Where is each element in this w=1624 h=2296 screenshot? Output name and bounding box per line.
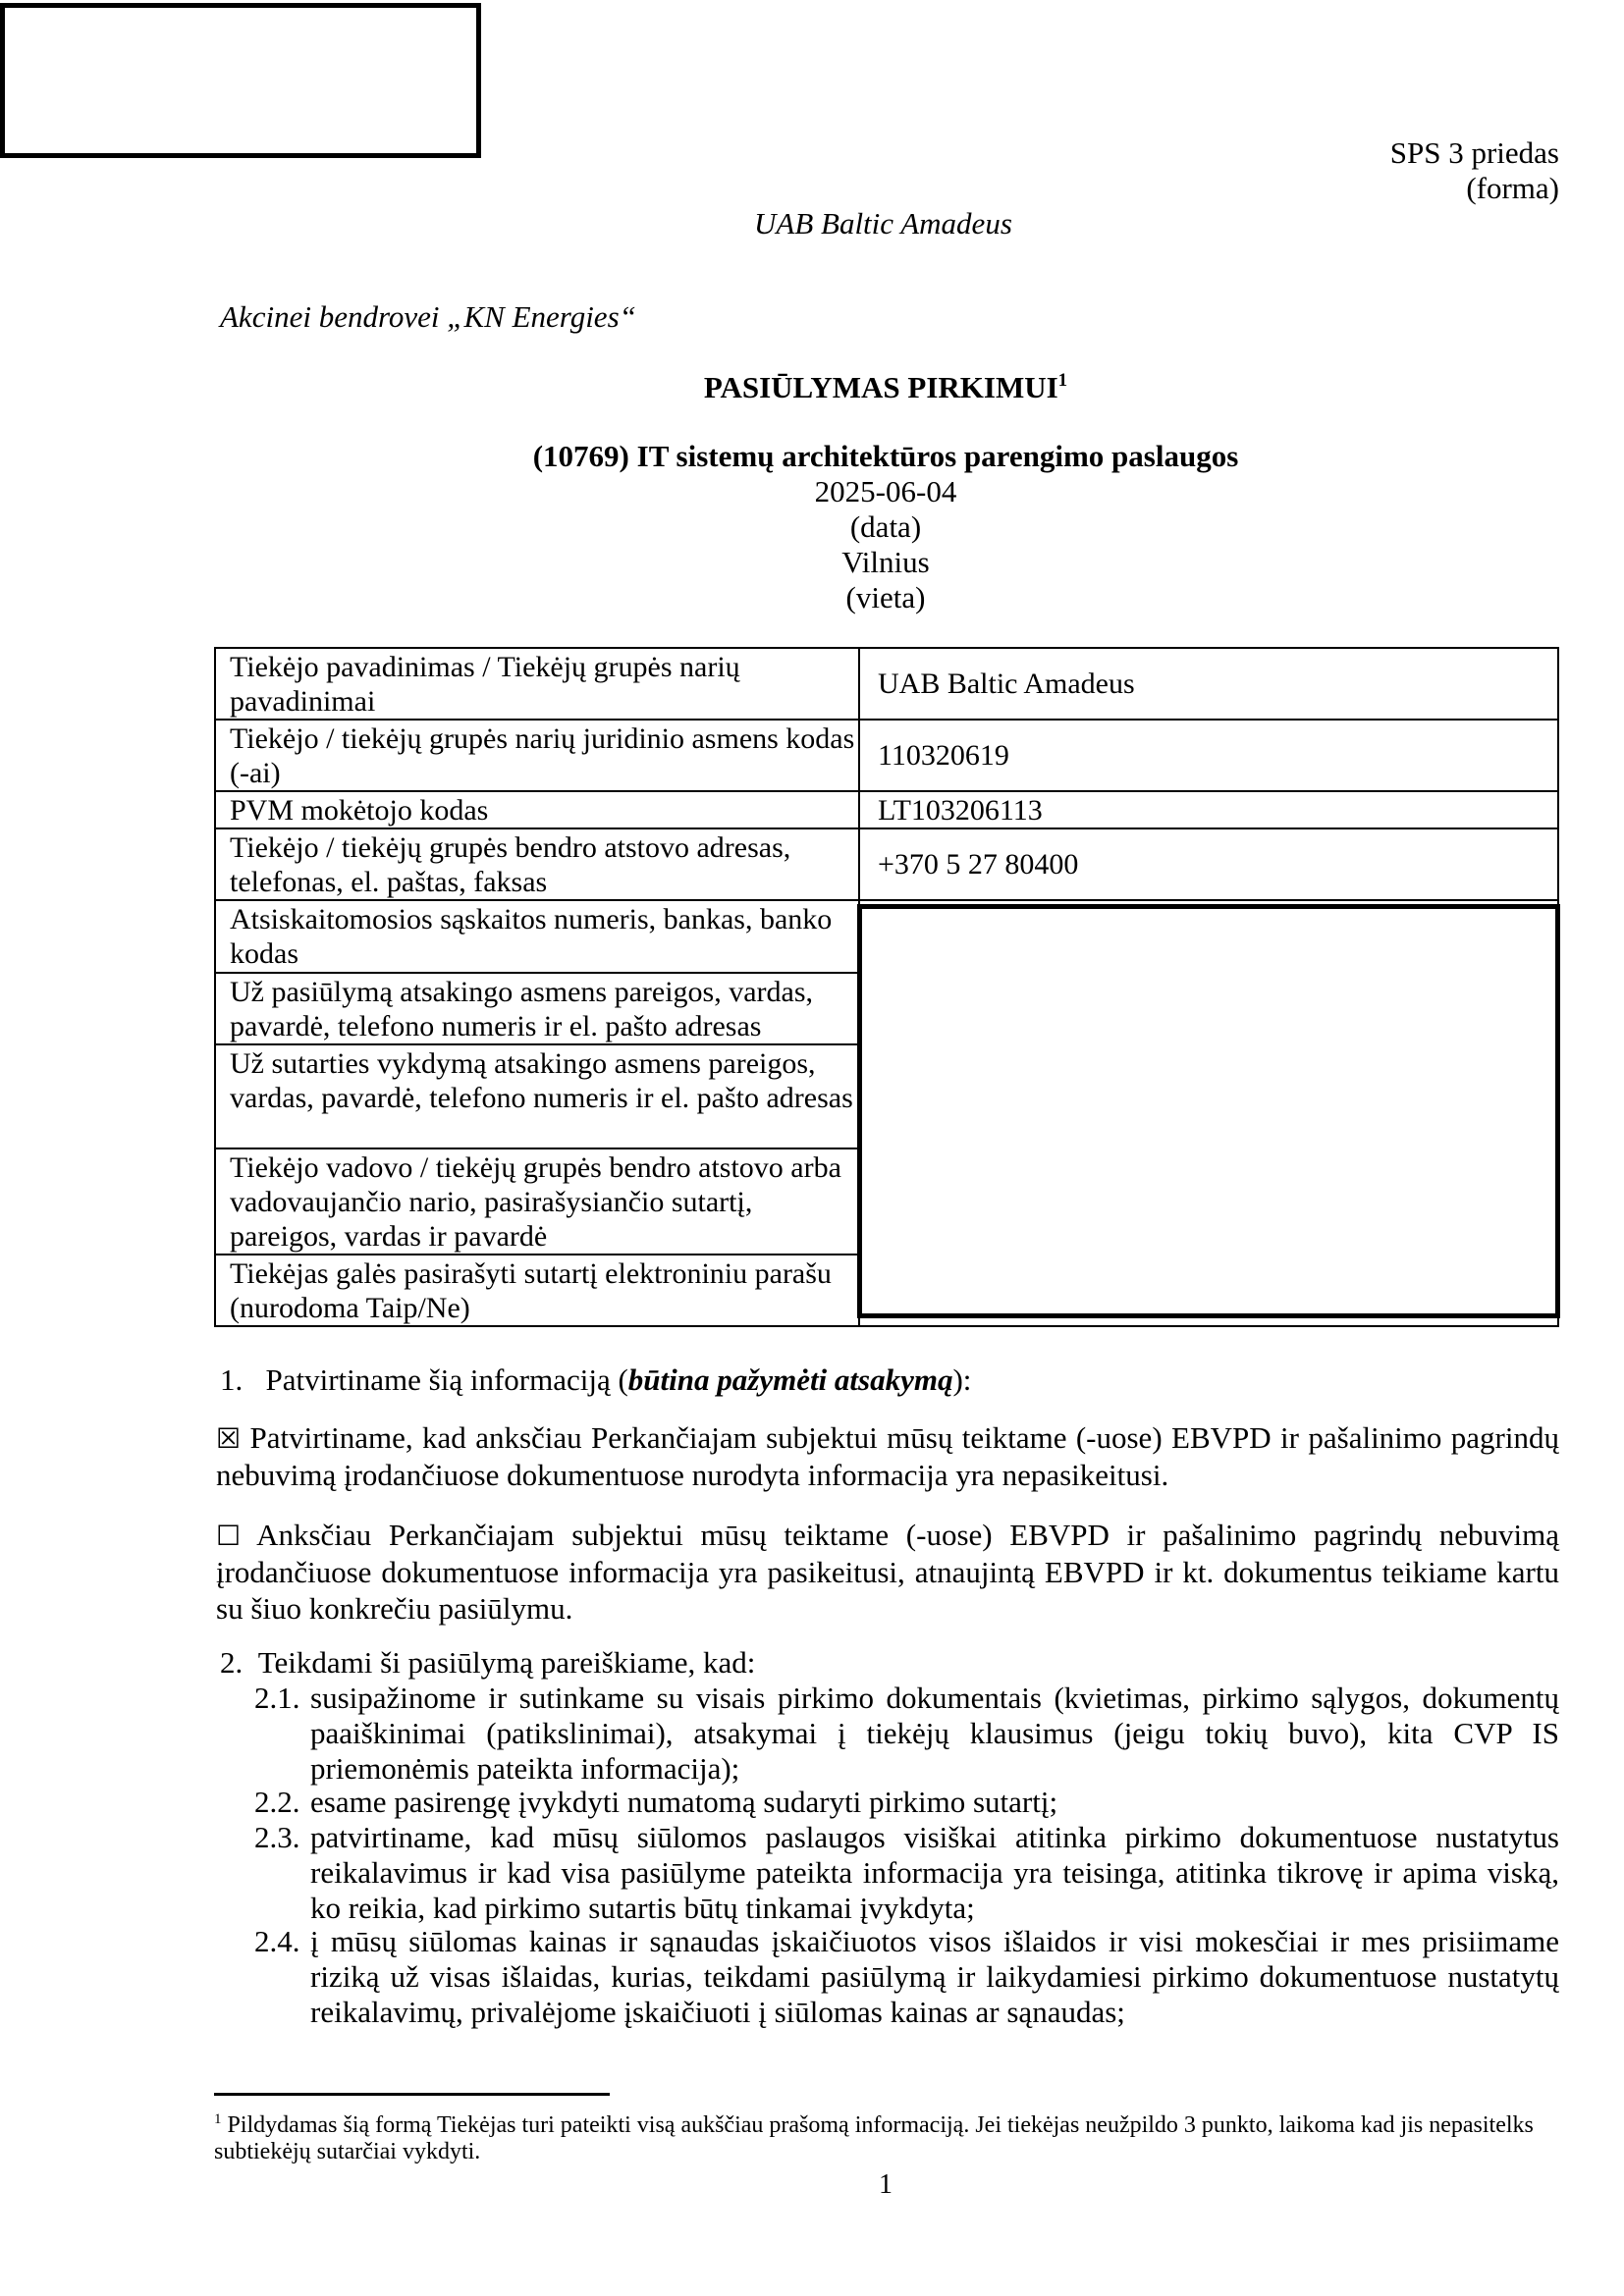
list-item-number: 2.3. [254, 1820, 300, 1854]
list-item-text: patvirtiname, kad mūsų siūlomos paslaugos visiškai atitinka pirkimo dokumentuose nustatytus reikalavimus ir kad visa pasiūlyme pateikta informacija yra teisinga, atitinka tikrovę ir apima viską, ko reikia, kad pirkimo sutartis būtų tinkamai įvykdyta; [310, 1820, 1559, 1925]
footnote-ref: 1 [1057, 370, 1068, 391]
document-title-text: PASIŪLYMAS PIRKIMUI [703, 370, 1058, 404]
document-place: Vilnius [841, 545, 930, 579]
checkbox-checked-icon[interactable]: ☒ [216, 1422, 242, 1455]
document-date: 2025-06-04 [814, 474, 957, 508]
list-item-number: 2.2. [254, 1785, 300, 1819]
table-row [215, 791, 1558, 828]
section-2-heading-text: Teikdami ši pasiūlymą pareiškiame, kad: [257, 1645, 756, 1680]
recipient-line: Akcinei bendrovei „KN Energies“ [220, 299, 636, 334]
field-label: Už pasiūlymą atsakingo asmens pareigos, vardas, pavardė, telefono numeris ir el. pašto adresas [215, 973, 859, 1044]
field-label: Tiekėjo vadovo / tiekėjų grupės bendro atstovo arba vadovaujančio nario, pasirašysiančio sutartį, pareigos, vardas ir pavardė [215, 1148, 859, 1255]
annex-line-2: (forma) [1466, 171, 1559, 205]
field-value: 110320619 [859, 720, 1558, 791]
footnote-separator [214, 2093, 610, 2096]
list-item-number: 2.1. [254, 1681, 300, 1715]
table-row [215, 720, 1558, 791]
redacted-values-box [857, 904, 1560, 1318]
procurement-subject: (10769) IT sistemų architektūros parengimo paslaugos [532, 439, 1239, 473]
section-1-heading [220, 1362, 971, 1398]
field-label: Tiekėjas galės pasirašyti sutartį elektroniniu parašu (nurodoma Taip/Ne) [215, 1255, 859, 1326]
list-item-text: esame pasirengę įvykdyti numatomą sudaryti pirkimo sutartį; [310, 1785, 1058, 1819]
list-item-number: 2.4. [254, 1924, 300, 1958]
field-value: LT103206113 [859, 791, 1558, 828]
supplier-name-header: UAB Baltic Amadeus [754, 206, 1012, 240]
field-value: UAB Baltic Amadeus [859, 648, 1558, 720]
table-row [215, 648, 1558, 720]
list-item-text: susipažinome ir sutinkame su visais pirkimo dokumentais (kvietimas, pirkimo sąlygos, dokumentų paaiškinimai (patikslinimai), atsakymai į tiekėjų klausimus (jeigu tokių buvo), kita CVP IS priemonėmis pateikta informacija); [310, 1681, 1559, 1786]
section-1-heading-emphasis: būtina pažymėti atsakymą [627, 1362, 953, 1397]
section-2-heading [220, 1645, 755, 1681]
field-label: Už sutarties vykdymą atsakingo asmens pareigos, vardas, pavardė, telefono numeris ir el. pašto adresas [215, 1044, 859, 1148]
document-title [0, 370, 1624, 405]
option-unchanged [216, 1419, 1559, 1493]
footnote-marker: 1 [214, 2111, 222, 2127]
list-item-text: į mūsų siūlomas kainas ir sąnaudas įskaičiuotos visos išlaidos ir visi mokesčiai ir mes prisiimame riziką už visas išlaidas, kurias, teikdami pasiūlymą ir laikydamiesi pirkimo dokumentuose nustatytų reikalavimų, privalėjome įskaičiuoti į siūlomas kainas ar sąnaudas; [310, 1924, 1559, 2029]
section-1-number: 1. [220, 1362, 244, 1397]
redacted-logo-box [0, 3, 481, 158]
section-2-number: 2. [220, 1645, 244, 1680]
section-1-heading-tail: ): [952, 1362, 972, 1397]
field-label: Tiekėjo pavadinimas / Tiekėjų grupės narių pavadinimai [215, 648, 859, 720]
annex-label [1390, 135, 1559, 206]
option-unchanged-text: Patvirtiname, kad anksčiau Perkančiajam subjektui mūsų teiktame (-uose) EBVPD ir pašalinimo pagrindų nebuvimą įrodančiuose dokumentuose nurodyta informacija yra nepasikeitusi. [216, 1420, 1559, 1492]
field-value: +370 5 27 80400 [859, 828, 1558, 900]
field-label: PVM mokėtojo kodas [215, 791, 859, 828]
field-label: Tiekėjo / tiekėjų grupės bendro atstovo adresas, telefonas, el. paštas, faksas [215, 828, 859, 900]
page-number: 1 [879, 2169, 893, 2200]
option-changed-text: Anksčiau Perkančiajam subjektui mūsų teiktame (-uose) EBVPD ir pašalinimo pagrindų nebuvimą įrodančiuose dokumentuose informacija yra pasikeitusi, atnaujintą EBVPD ir kt. dokumentus teikiame kartu su šiuo konkrečiu pasiūlymu. [216, 1518, 1559, 1626]
option-changed [216, 1517, 1559, 1627]
field-label: Atsiskaitomosios sąskaitos numeris, bankas, banko kodas [215, 900, 859, 973]
annex-line-1: SPS 3 priedas [1389, 135, 1559, 170]
field-label: Tiekėjo / tiekėjų grupės narių juridinio asmens kodas (-ai) [215, 720, 859, 791]
footnote [214, 2112, 1559, 2165]
table-row [215, 828, 1558, 900]
section-1-heading-text: Patvirtiname šią informaciją ( [265, 1362, 628, 1397]
place-label: (vieta) [845, 580, 926, 614]
footnote-text: Pildydamas šią formą Tiekėjas turi pateikti visą aukščiau prašomą informaciją. Jei tiekėjas neužpildo 3 punkto, laikoma kad jis nepasitelks subtiekėjų sutarčiai vykdyti. [214, 2112, 1534, 2164]
checkbox-unchecked-icon[interactable]: ☐ [216, 1520, 242, 1552]
date-label: (data) [849, 509, 922, 544]
